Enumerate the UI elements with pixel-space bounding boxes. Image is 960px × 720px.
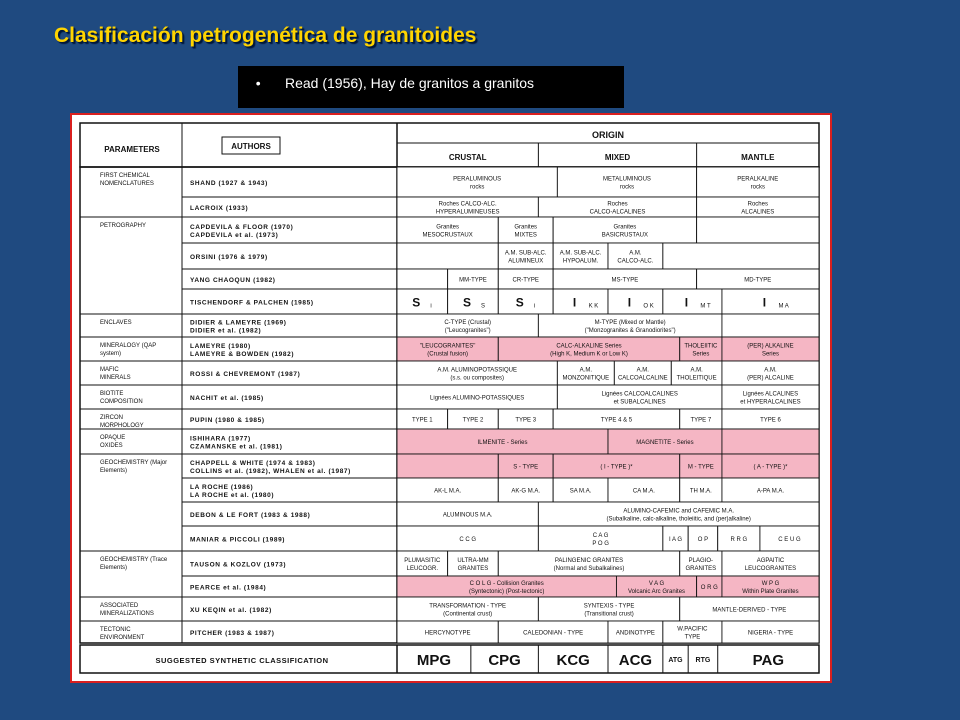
author-name: TISCHENDORF & PALCHEN (1985) bbox=[190, 299, 314, 307]
cell-text: ALUMINEUX bbox=[508, 258, 544, 265]
table-cell-highlighted bbox=[722, 429, 819, 454]
header-authors: AUTHORS bbox=[231, 142, 271, 151]
cell-text: THOLEIITIC bbox=[684, 343, 718, 350]
cell-text: PALINGENIC GRANITES bbox=[554, 558, 624, 564]
author-name: TAUSON & KOZLOV (1973) bbox=[190, 561, 287, 569]
table-cell bbox=[498, 289, 553, 314]
author-name: YANG CHAOQUN (1982) bbox=[190, 277, 276, 284]
cell-text: ALUMINO-CAFEMIC and CAFEMIC M.A. bbox=[623, 508, 735, 515]
author-name: PEARCE et al. (1984) bbox=[190, 584, 267, 592]
author-name: DIDIER et al. (1982) bbox=[190, 327, 262, 335]
cell-text: SYNTEXIS - TYPE bbox=[583, 603, 635, 610]
table-cell-highlighted bbox=[397, 454, 498, 478]
cell-text: S - TYPE bbox=[513, 464, 539, 471]
cell-text: W.PACIFIC bbox=[677, 626, 708, 633]
cell-text: C O L G - Collision Granites bbox=[469, 581, 544, 587]
parameter-label: MINERALIZATIONS bbox=[100, 611, 154, 617]
cell-text: ("Monzogranites & Granodiorites") bbox=[584, 328, 676, 334]
cell-text: TYPE 1 bbox=[411, 417, 433, 424]
bullet-box bbox=[238, 66, 624, 108]
cell-text: LEUCOGRANITES bbox=[744, 566, 797, 572]
author-name: LAMEYRE & BOWDEN (1982) bbox=[190, 351, 295, 358]
cell-text: C C G bbox=[459, 537, 477, 543]
cell-text: "LEUCOGRANITES" bbox=[419, 343, 476, 350]
cell-text: TYPE 3 bbox=[515, 417, 537, 424]
cell-text: Volcanic Arc Granites bbox=[628, 589, 686, 595]
synthetic-class: KCG bbox=[556, 652, 590, 669]
cell-text: TYPE 4 & 5 bbox=[600, 417, 633, 424]
parameter-label: ASSOCIATED bbox=[100, 603, 139, 609]
cell-text: P O G bbox=[592, 541, 609, 547]
cell-text: MESOCRUSTAUX bbox=[422, 232, 473, 239]
cell-text: TH M.A. bbox=[689, 488, 712, 495]
cell-text: METALUMINOUS bbox=[603, 176, 651, 183]
cell-text: TYPE 2 bbox=[462, 417, 484, 424]
parameter-label: TECTONIC bbox=[100, 627, 131, 633]
cell-text: C-TYPE (Crustal) bbox=[444, 320, 492, 326]
cell-text: A.M. SUB-ALC. bbox=[559, 250, 602, 257]
cell-text: Roches CALCO-ALC. bbox=[438, 201, 497, 208]
classification-table-figure bbox=[70, 113, 832, 683]
author-name: XU KEQIN et al. (1982) bbox=[190, 607, 272, 614]
cell-text: Series bbox=[761, 351, 779, 358]
bullet-icon: • bbox=[248, 75, 261, 91]
parameter-label: Elements) bbox=[100, 565, 128, 571]
type-symbol: S bbox=[412, 295, 421, 310]
cell-text: A.M. SUB-ALC. bbox=[504, 250, 547, 257]
header-origin: ORIGIN bbox=[591, 130, 625, 140]
cell-text: (PER) ALKALINE bbox=[747, 343, 794, 350]
header-mixed: MIXED bbox=[604, 153, 631, 162]
cell-text: (Crustal fusion) bbox=[427, 351, 468, 358]
cell-text: PERALUMINOUS bbox=[453, 176, 502, 183]
cell-text: TRANSFORMATION - TYPE bbox=[429, 603, 507, 610]
cell-text: MANTLE-DERIVED - TYPE bbox=[712, 607, 787, 614]
cell-text: CALCO-ALC. bbox=[617, 258, 654, 265]
parameter-label: MAFIC bbox=[100, 367, 119, 373]
table-cell bbox=[608, 289, 663, 314]
cell-text: ANDINOTYPE bbox=[615, 630, 655, 637]
synthetic-label: SUGGESTED SYNTHETIC CLASSIFICATION bbox=[155, 656, 329, 665]
cell-text: Granites bbox=[514, 224, 538, 231]
author-name: DIDIER & LAMEYRE (1969) bbox=[190, 319, 287, 327]
type-symbol: I bbox=[627, 295, 632, 310]
table-cell bbox=[722, 314, 819, 337]
author-name: DEBON & LE FORT (1983 & 1988) bbox=[190, 512, 311, 519]
cell-text: A.M. bbox=[764, 367, 777, 374]
cell-text: ALCALINES bbox=[741, 209, 775, 216]
type-symbol: I bbox=[684, 295, 689, 310]
parameter-label: GEOCHEMISTRY (Major bbox=[100, 460, 168, 466]
header-parameters: PARAMETERS bbox=[104, 145, 160, 154]
author-name: CZAMANSKE et al. (1981) bbox=[190, 443, 283, 451]
cell-text: Lignées ALUMINO-POTASSIQUES bbox=[430, 395, 525, 402]
type-symbol-subscript: K K bbox=[588, 303, 599, 310]
cell-text: V A G bbox=[648, 581, 665, 587]
cell-text: Series bbox=[692, 351, 710, 358]
cell-text: PLUMASITIC bbox=[404, 558, 441, 564]
cell-text: MONZONITIQUE bbox=[562, 375, 610, 382]
type-symbol: S bbox=[515, 295, 524, 310]
author-name: ORSINI (1976 & 1979) bbox=[190, 254, 268, 261]
cell-text: rocks bbox=[750, 184, 765, 191]
cell-text: et HYPERALCALINES bbox=[740, 399, 801, 406]
cell-text: M - TYPE bbox=[687, 464, 714, 471]
cell-text: THOLEITIQUE bbox=[676, 375, 717, 382]
cell-text: ALUMINOUS M.A. bbox=[442, 512, 493, 519]
parameter-label: OXIDES bbox=[100, 443, 123, 449]
synthetic-class: CPG bbox=[488, 652, 521, 669]
synthetic-class: RTG bbox=[695, 657, 711, 664]
author-name: SHAND (1927 & 1943) bbox=[190, 180, 268, 187]
author-name: LAMEYRE (1980) bbox=[190, 343, 251, 350]
synthetic-class: ATG bbox=[668, 657, 683, 664]
cell-text: MS-TYPE bbox=[611, 277, 639, 284]
table-cell bbox=[663, 243, 819, 269]
cell-text: rocks bbox=[470, 184, 485, 191]
table-cell bbox=[397, 269, 448, 289]
cell-text: Roches bbox=[607, 201, 628, 208]
cell-text: Lignées ALCALINES bbox=[742, 391, 799, 398]
cell-text: A.M. bbox=[636, 367, 649, 374]
author-name: CAPDEVILA et al. (1973) bbox=[190, 232, 279, 239]
header-mantle: MANTLE bbox=[741, 153, 775, 162]
author-name: CHAPPELL & WHITE (1974 & 1983) bbox=[190, 460, 316, 467]
type-symbol: I bbox=[762, 295, 767, 310]
author-name: CAPDEVILA & FLOOR (1970) bbox=[190, 224, 294, 231]
cell-text: PERALKALINE bbox=[737, 176, 779, 183]
cell-text: HERCYNOTYPE bbox=[424, 630, 471, 637]
cell-text: GRANITES bbox=[685, 566, 717, 572]
author-name: PITCHER (1983 & 1987) bbox=[190, 630, 275, 637]
cell-text: M-TYPE (Mixed or Mantle) bbox=[594, 320, 666, 326]
cell-text: A.M. bbox=[579, 367, 593, 374]
cell-text: AK-G M.A. bbox=[511, 488, 541, 495]
cell-text: NIGERIA - TYPE bbox=[747, 630, 794, 637]
cell-text: HYPOALUM. bbox=[562, 258, 599, 265]
cell-text: Roches bbox=[747, 201, 768, 208]
cell-text: A.M. ALUMINOPOTASSIQUE bbox=[437, 367, 517, 374]
cell-text: ULTRA-MM bbox=[457, 558, 489, 564]
cell-text: TYPE bbox=[684, 634, 701, 641]
cell-text: MM-TYPE bbox=[459, 277, 487, 284]
author-name: LA ROCHE (1986) bbox=[190, 484, 254, 491]
cell-text: (PER) ALCALINE bbox=[747, 375, 794, 382]
cell-text: CR-TYPE bbox=[512, 277, 539, 284]
author-name: MANIAR & PICCOLI (1989) bbox=[190, 536, 286, 544]
synthetic-class: MPG bbox=[416, 652, 452, 669]
table-cell bbox=[397, 243, 498, 269]
parameter-label: system) bbox=[100, 351, 121, 357]
cell-text: ( I - TYPE )* bbox=[600, 464, 633, 471]
synthetic-class: ACG bbox=[618, 652, 653, 669]
type-symbol-subscript: i bbox=[533, 303, 536, 310]
parameter-label: ENVIRONMENT bbox=[100, 635, 145, 641]
cell-text: (Subalkaline, calc-alkaline, tholeiitic, and (per)alkaline) bbox=[606, 516, 751, 523]
parameter-label: MORPHOLOGY bbox=[100, 423, 144, 429]
cell-text: (Transitional crust) bbox=[584, 611, 634, 618]
cell-text: A-PA M.A. bbox=[756, 488, 785, 495]
cell-text: CALEDONIAN - TYPE bbox=[523, 630, 584, 637]
cell-text: I A G bbox=[669, 537, 683, 543]
cell-text: C A G bbox=[592, 533, 609, 539]
cell-text: ("Leucogranites") bbox=[444, 328, 491, 334]
cell-text: MIXTES bbox=[514, 232, 537, 239]
author-name: ROSSI & CHEVREMONT (1987) bbox=[190, 371, 301, 378]
parameter-label: MINERALS bbox=[100, 375, 131, 381]
cell-text: HYPERALUMINEUSES bbox=[435, 209, 500, 216]
cell-text: TYPE 7 bbox=[690, 417, 712, 424]
author-name: NACHIT et al. (1985) bbox=[190, 395, 264, 402]
cell-text: TYPE 6 bbox=[760, 417, 781, 424]
table-cell bbox=[448, 289, 499, 314]
parameter-label: PETROGRAPHY bbox=[100, 223, 147, 229]
cell-text: ILMENITE - Series bbox=[477, 440, 528, 446]
classification-table bbox=[72, 115, 830, 681]
cell-text: CA M.A. bbox=[632, 488, 655, 495]
table-cell bbox=[663, 289, 722, 314]
cell-text: O R G bbox=[700, 585, 718, 591]
parameter-label: NOMENCLATURES bbox=[100, 181, 154, 187]
cell-text: MAGNETITE - Series bbox=[636, 440, 694, 446]
cell-text: C E U G bbox=[778, 537, 801, 543]
table-cell bbox=[722, 289, 819, 314]
cell-text: (s.s. ou composites) bbox=[450, 375, 505, 382]
cell-text: PLAGIO- bbox=[688, 558, 714, 564]
author-name: LACROIX (1933) bbox=[190, 205, 249, 212]
parameter-label: COMPOSITION bbox=[100, 399, 143, 405]
table-cell bbox=[697, 217, 819, 243]
cell-text: Within Plate Granites bbox=[742, 589, 799, 595]
type-symbol: S bbox=[462, 295, 471, 310]
author-name: ISHIHARA (1977) bbox=[190, 435, 251, 443]
cell-text: GRANITES bbox=[457, 566, 489, 572]
type-symbol-subscript: M A bbox=[778, 303, 789, 310]
cell-text: AGPAITIC bbox=[756, 558, 785, 564]
cell-text: (Normal and Subalkalines) bbox=[553, 566, 625, 572]
author-name: PUPIN (1980 & 1985) bbox=[190, 417, 265, 424]
parameter-label: ZIRCON bbox=[100, 415, 123, 421]
cell-text: Granites bbox=[436, 224, 459, 231]
cell-text: A.M. bbox=[690, 367, 703, 374]
parameter-label: BIOTITE bbox=[100, 391, 124, 397]
parameter-label: OPAQUE bbox=[100, 435, 126, 441]
cell-text: CALCOALCALINE bbox=[617, 375, 668, 382]
bullet-text: Read (1956), Hay de granitos a granitos bbox=[285, 75, 535, 91]
cell-text: BASICRUSTAUX bbox=[601, 232, 648, 239]
cell-text: et SUBALCALINES bbox=[613, 399, 666, 406]
cell-text: Granites bbox=[613, 224, 637, 231]
parameter-label: FIRST CHEMICAL bbox=[100, 173, 150, 179]
cell-text: R R G bbox=[730, 537, 748, 543]
table-cell bbox=[397, 289, 448, 314]
cell-text: A.M. bbox=[629, 250, 642, 257]
cell-text: MD-TYPE bbox=[744, 277, 772, 284]
cell-text: (High K, Medium K or Low K) bbox=[550, 351, 628, 358]
parameter-label: MINERALOGY (QAP bbox=[100, 343, 157, 349]
parameter-label: ENCLAVES bbox=[100, 320, 132, 326]
cell-text: (Continental crust) bbox=[443, 611, 493, 618]
type-symbol: I bbox=[572, 295, 577, 310]
cell-text: W P G bbox=[761, 581, 780, 587]
table-cell bbox=[553, 289, 608, 314]
cell-text: ( A - TYPE )* bbox=[753, 464, 788, 471]
cell-text: Lignées CALCOALCALINES bbox=[601, 391, 678, 398]
author-name: COLLINS et al. (1982), WHALEN et al. (1987) bbox=[190, 468, 351, 475]
type-symbol-subscript: i bbox=[430, 303, 432, 310]
cell-text: CALC-ALKALINE Series bbox=[556, 343, 622, 350]
cell-text: O P bbox=[697, 537, 709, 543]
cell-text: SA M.A. bbox=[569, 488, 592, 495]
cell-text: rocks bbox=[619, 184, 635, 191]
cell-text: (Syntectonic) (Post-tectonic) bbox=[469, 589, 545, 595]
synthetic-class: PAG bbox=[752, 652, 785, 669]
parameter-label: Elements) bbox=[100, 468, 128, 474]
type-symbol-subscript: S bbox=[480, 303, 485, 310]
header-crustal: CRUSTAL bbox=[448, 153, 487, 162]
parameter-label: GEOCHEMISTRY (Trace bbox=[100, 557, 168, 563]
type-symbol-subscript: M T bbox=[700, 303, 711, 310]
cell-text: CALCO-ALCALINES bbox=[589, 209, 646, 216]
type-symbol-subscript: O K bbox=[643, 303, 654, 310]
cell-text: AK-L M.A. bbox=[434, 488, 462, 495]
author-name: LA ROCHE et al. (1980) bbox=[190, 492, 275, 499]
cell-text: LEUCOGR. bbox=[406, 566, 438, 572]
slide-title: Clasificación petrogenética de granitoides bbox=[54, 24, 477, 47]
